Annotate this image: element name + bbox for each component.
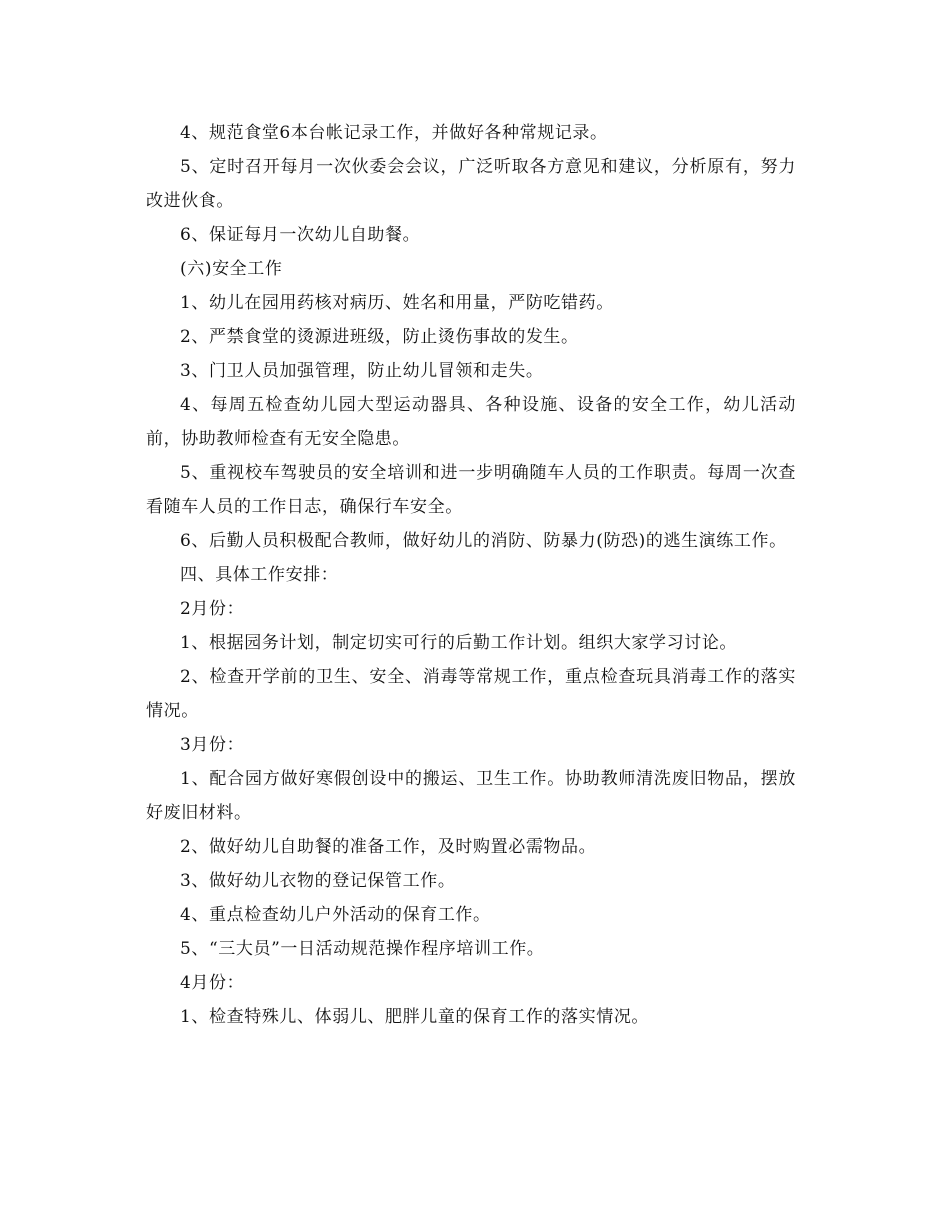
paragraph: 6、后勤人员积极配合教师，做好幼儿的消防、防暴力(防恐)的逃生演练工作。 bbox=[180, 531, 787, 551]
paragraph: 5、“三大员”一日活动规范操作程序培训工作。 bbox=[180, 939, 545, 959]
paragraph: 5、定时召开每月一次伙委会会议，广泛听取各方意见和建议，分析原有，努力改进伙食。 bbox=[146, 157, 796, 211]
document-body bbox=[146, 116, 796, 1034]
paragraph: 5、重视校车驾驶员的安全培训和进一步明确随车人员的工作职责。每周一次查看随车人员的工作日志，确保行车安全。 bbox=[146, 463, 796, 517]
paragraph: 6、保证每月一次幼儿自助餐。 bbox=[180, 225, 421, 245]
paragraph: 2、检查开学前的卫生、安全、消毒等常规工作，重点检查玩具消毒工作的落实情况。 bbox=[146, 667, 796, 721]
paragraph: 3、做好幼儿衣物的登记保管工作。 bbox=[180, 871, 456, 891]
month-heading: 2月份： bbox=[180, 599, 245, 619]
paragraph: 4、每周五检查幼儿园大型运动器具、各种设施、设备的安全工作，幼儿活动前，协助教师检查有无安全隐患。 bbox=[146, 395, 796, 449]
paragraph: 2、严禁食堂的烫源进班级，防止烫伤事故的发生。 bbox=[180, 327, 579, 347]
paragraph: 4、重点检查幼儿户外活动的保育工作。 bbox=[180, 905, 491, 925]
paragraph: 1、检查特殊儿、体弱儿、肥胖儿童的保育工作的落实情况。 bbox=[180, 1007, 650, 1027]
paragraph: 4、规范食堂6本台帐记录工作，并做好各种常规记录。 bbox=[180, 123, 608, 143]
paragraph: 1、根据园务计划，制定切实可行的后勤工作计划。组织大家学习讨论。 bbox=[180, 633, 738, 653]
paragraph: 3、门卫人员加强管理，防止幼儿冒领和走失。 bbox=[180, 361, 544, 381]
paragraph: 1、配合园方做好寒假创设中的搬运、卫生工作。协助教师清洗废旧物品，摆放好废旧材料。 bbox=[146, 769, 796, 823]
paragraph: 2、做好幼儿自助餐的准备工作，及时购置必需物品。 bbox=[180, 837, 597, 857]
paragraph: 1、幼儿在园用药核对病历、姓名和用量，严防吃错药。 bbox=[180, 293, 614, 313]
section-heading: (六)安全工作 bbox=[180, 259, 283, 279]
month-heading: 4月份： bbox=[180, 973, 245, 993]
month-heading: 3月份： bbox=[180, 735, 245, 755]
section-heading: 四、具体工作安排： bbox=[180, 565, 339, 585]
